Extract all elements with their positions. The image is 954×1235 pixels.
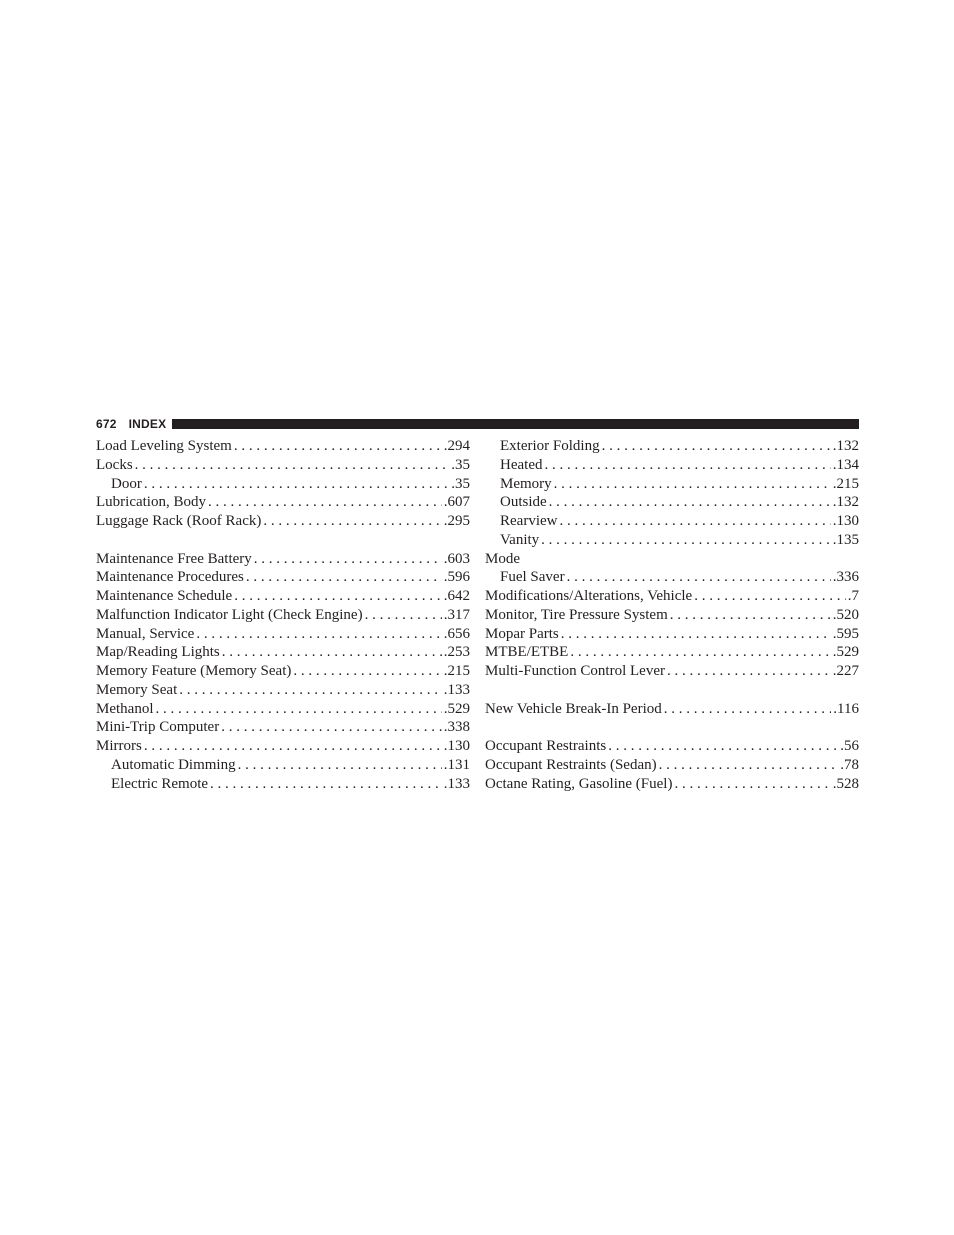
index-entry [96,550,470,569]
dot-leader [674,775,830,794]
dot-leader [144,475,449,494]
index-page-ref: .215 [832,475,859,492]
index-term: Modifications/Alterations, Vehicle [485,588,693,604]
index-page-ref: .132 [832,494,859,511]
index-subentry [485,512,859,531]
dot-leader [554,475,831,494]
index-term: Maintenance Schedule [96,588,233,604]
dot-leader [208,493,442,512]
dot-leader [254,550,442,569]
index-entry [485,587,859,606]
index-page-ref: .656 [443,625,470,642]
index-page-ref: .78 [840,756,859,773]
index-term: Manual, Service [96,625,195,642]
dot-leader [234,587,442,606]
page-header [96,417,859,431]
dot-leader [602,437,831,456]
index-term: Lubrication, Body [96,494,206,511]
index-spacer [96,531,470,550]
index-term: Maintenance Free Battery [96,550,252,567]
index-term: Load Leveling System [96,438,232,454]
index-subentry [485,531,859,550]
index-entry [485,737,859,756]
index-entry [96,493,470,512]
index-entry [485,700,859,719]
index-page-ref: .35 [451,456,470,473]
index-page-ref: .529 [443,700,470,717]
dot-leader [608,737,838,756]
index-entry [485,606,859,625]
index-entry [485,643,859,662]
dot-leader [549,493,831,512]
index-term: Mini-Trip Computer [96,719,220,736]
dot-leader [156,700,442,719]
index-entry [96,587,470,606]
index-entry [96,568,470,587]
index-entry [96,737,470,756]
dot-leader [667,662,831,681]
index-subentry [96,756,470,775]
index-entry [96,681,470,700]
dot-leader [238,756,442,775]
index-term: Vanity [500,531,540,548]
index-page-ref: .134 [832,456,859,473]
index-term: Locks [96,456,133,473]
index-term: Memory [500,475,552,492]
dot-leader [135,456,450,475]
index-term: Rearview [500,513,558,529]
index-column-left [96,437,470,793]
index-entry [485,550,859,569]
index-page-ref: .56 [840,738,859,754]
dot-leader [179,681,442,700]
index-entry [96,700,470,719]
index-subentry [96,475,470,494]
index-term: Door [111,475,142,492]
index-term: Luggage Rack (Roof Rack) [96,513,262,529]
index-page-ref: .338 [443,719,470,736]
dot-leader [144,737,442,756]
index-term: MTBE/ETBE [485,644,569,661]
index-page-ref: .130 [832,513,859,529]
index-entry [485,775,859,794]
index-page-ref: .603 [443,550,470,567]
index-term: Maintenance Procedures [96,569,244,586]
index-page-ref: .596 [443,569,470,586]
index-entry [96,606,470,625]
dot-leader [570,643,830,662]
dot-leader [210,775,442,794]
index-entry [485,625,859,644]
index-page-ref: .607 [443,494,470,511]
index-page-ref: .215 [443,663,470,679]
dot-leader [196,625,441,644]
index-page-ref: .135 [832,531,859,548]
index-entry [96,718,470,737]
dot-leader [541,531,831,550]
index-entry [485,756,859,775]
index-spacer [485,718,859,737]
index-page-ref: .7 [847,588,859,604]
index-term: Outside [500,494,547,511]
index-page-ref: .295 [443,513,470,529]
index-entry [96,437,470,456]
index-term: Memory Seat [96,681,178,698]
dot-leader [659,756,839,775]
index-term: Mode [485,550,520,567]
dot-leader [221,718,442,737]
section-title: INDEX [128,417,167,431]
index-term: Occupant Restraints (Sedan) [485,756,657,773]
index-page-ref: .130 [443,738,470,754]
index-page-ref: .642 [443,588,470,604]
index-subentry [96,775,470,794]
dot-leader [664,700,832,719]
index-term: Occupant Restraints [485,738,607,754]
index-term: Methanol [96,700,154,717]
dot-leader [694,587,846,606]
index-subentry [485,456,859,475]
index-page-ref: .528 [832,775,859,792]
index-term: Multi-Function Control Lever [485,663,665,679]
index-page-ref: .227 [832,663,859,679]
dot-leader [544,456,830,475]
index-term: Memory Feature (Memory Seat) [96,663,292,679]
index-page-ref: .133 [443,775,470,792]
index-page-ref: .253 [443,644,470,661]
dot-leader [222,643,442,662]
dot-leader [561,625,831,644]
index-subentry [485,493,859,512]
dot-leader [263,512,441,531]
dot-leader [365,606,442,625]
index-term: Exterior Folding [500,438,600,454]
index-page-ref: .116 [833,700,859,717]
dot-leader [670,606,831,625]
index-entry [96,625,470,644]
index-entry [96,662,470,681]
index-page-ref: .294 [443,438,470,454]
index-term: Electric Remote [111,775,209,792]
dot-leader [559,512,830,531]
dot-leader [293,662,441,681]
index-page-ref: .336 [832,569,859,586]
page-number: 672 [96,417,117,431]
header-rule [172,419,859,429]
index-entry [485,662,859,681]
index-page-ref: .131 [443,756,470,773]
index-page-ref: .520 [832,606,859,623]
index-term: Fuel Saver [500,569,565,586]
index-term: Map/Reading Lights [96,644,220,661]
dot-leader [246,568,442,587]
index-term: Octane Rating, Gasoline (Fuel) [485,775,673,792]
index-entry [96,512,470,531]
index-term: Mirrors [96,738,142,754]
index-term: Automatic Dimming [111,756,236,773]
index-term: Heated [500,456,543,473]
index-page-ref: .529 [832,644,859,661]
index-page-ref: .132 [832,438,859,454]
index-term: Monitor, Tire Pressure System [485,606,668,623]
dot-leader [234,437,442,456]
index-spacer [485,681,859,700]
index-subentry [485,437,859,456]
index-term: New Vehicle Break-In Period [485,700,662,717]
index-page-ref: .595 [832,625,859,642]
index-page-ref: .35 [451,475,470,492]
index-subentry [485,475,859,494]
index-column-right [485,437,859,793]
index-page-ref: .133 [443,681,470,698]
dot-leader [567,568,831,587]
index-subentry [485,568,859,587]
index-page-ref: .317 [443,606,470,623]
index-entry [96,643,470,662]
index-entry [96,456,470,475]
index-term: Mopar Parts [485,625,559,642]
index-term: Malfunction Indicator Light (Check Engine) [96,606,363,623]
